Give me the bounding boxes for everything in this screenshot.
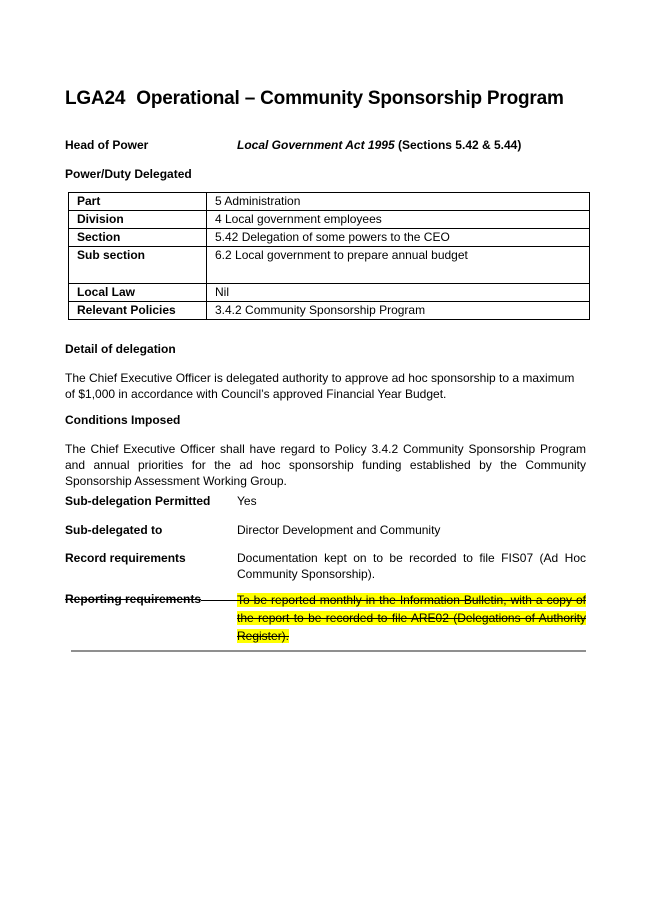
- detail-of-delegation-heading: Detail of delegation: [65, 342, 176, 356]
- power-duty-heading: Power/Duty Delegated: [65, 167, 192, 181]
- conditions-imposed-paragraph: The Chief Executive Officer shall have regard to Policy 3.4.2 Community Sponsorship Program and annual priorities for the ad hoc sponsorship funding established by the Community Sponsorship Assessment Working Group.: [65, 442, 586, 488]
- reporting-requirements-row: [65, 591, 586, 645]
- record-requirements-value: Documentation kept on to be recorded to file FIS07 (Ad Hoc Community Sponsorship).: [237, 551, 586, 581]
- table-cell-label: Division: [69, 211, 207, 229]
- record-requirements-row: [65, 550, 586, 582]
- table-row: [69, 211, 590, 229]
- table-cell-value: 4 Local government employees: [207, 211, 590, 229]
- table-row: [69, 193, 590, 211]
- table-row: [69, 247, 590, 284]
- act-name: Local Government Act 1995: [237, 138, 395, 152]
- table-cell-label: Local Law: [69, 284, 207, 302]
- sub-delegated-to-value: Director Development and Community: [237, 523, 441, 537]
- table-cell-value: 3.4.2 Community Sponsorship Program: [207, 302, 590, 320]
- horizontal-divider: [71, 650, 586, 652]
- table-cell-label: Part: [69, 193, 207, 211]
- head-of-power-row: [65, 137, 586, 153]
- table-cell-value: 5 Administration: [207, 193, 590, 211]
- table-cell-value: Nil: [207, 284, 590, 302]
- record-requirements-label: Record requirements: [65, 551, 186, 565]
- delegation-table: [68, 192, 590, 320]
- highlighted-strikethrough-text: To be reported monthly in the Information Bulletin, with a copy of the report to be recorded to file ARE02 (Delegations of Authority Register).: [237, 593, 586, 643]
- table-row: [69, 229, 590, 247]
- page-title: [65, 88, 586, 110]
- reporting-requirements-label-strikethrough: Reporting requirements: [65, 592, 202, 606]
- table-cell-value: 5.42 Delegation of some powers to the CEO: [207, 229, 590, 247]
- sub-delegated-to-label: Sub-delegated to: [65, 523, 163, 537]
- sub-delegation-permitted-row: [65, 493, 586, 509]
- sub-delegated-to-row: [65, 522, 586, 538]
- table-cell-label: Sub section: [69, 247, 207, 284]
- page-title-number: LGA24: [65, 88, 126, 109]
- table-cell-label: Relevant Policies: [69, 302, 207, 320]
- detail-of-delegation-paragraph: The Chief Executive Officer is delegated authority to approve ad hoc sponsorship to a maximum of $1,000 in accordance with Council’s approved Financial Year Budget.: [65, 371, 575, 401]
- head-of-power-value: [237, 137, 521, 153]
- reporting-requirements-value-highlighted: [237, 591, 586, 645]
- conditions-imposed-heading: Conditions Imposed: [65, 413, 181, 427]
- table-cell-label: Section: [69, 229, 207, 247]
- sub-delegation-permitted-label: Sub-delegation Permitted: [65, 494, 211, 508]
- page-title-text: Operational – Community Sponsorship Program: [136, 88, 564, 109]
- head-of-power-label: Head of Power: [65, 138, 149, 152]
- table-row: [69, 302, 590, 320]
- table-cell-value: 6.2 Local government to prepare annual budget: [207, 247, 590, 284]
- strikethrough-connector-line: [201, 600, 237, 601]
- table-row: [69, 284, 590, 302]
- act-sections: (Sections 5.42 & 5.44): [394, 138, 522, 152]
- sub-delegation-permitted-value: Yes: [237, 494, 257, 508]
